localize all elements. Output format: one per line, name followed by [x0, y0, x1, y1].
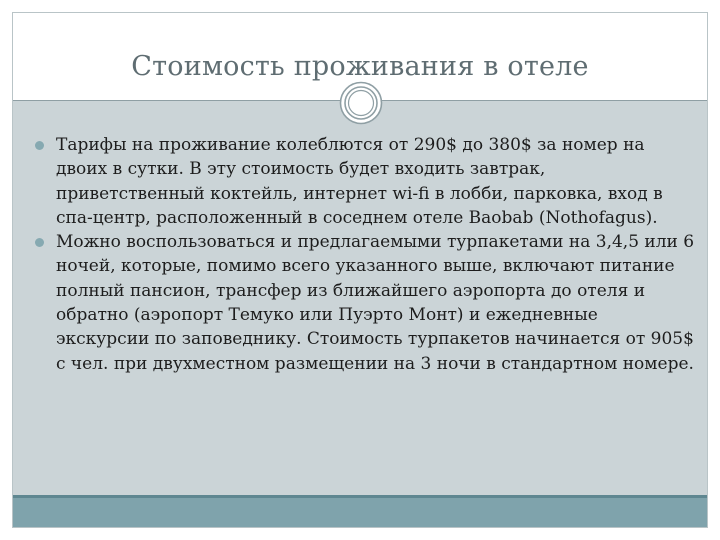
bullet-text: Можно воспользоваться и предлагаемыми турпакетами на 3,4,5 или 6 ночей, которые, помимо всего указанного выше, включают питание полный пансион, трансфер из ближайшего аэропорта до отеля и обратно (аэропорт Темуко или Пуэрто Монт) и ежедневные экскурсии по заповеднику. Стоимость турпакетов начинается от 905$ с чел. при двухместном размещении на 3 ночи в стандартном номере.	[56, 232, 695, 374]
bullet-dot-icon	[35, 141, 44, 150]
bullet-item	[35, 230, 695, 376]
content-area	[13, 100, 707, 497]
bullet-text: Тарифы на проживание колеблются от 290$ до 380$ за номер на двоих в сутки. В эту стоимость будет входить завтрак, приветственный коктейль, интернет wi-fi в лобби, парковка, вход в спа-центр, расположенный в соседнем отеле Baobab (Nothofagus).	[56, 135, 663, 228]
circle-ornament-icon	[339, 81, 383, 125]
bullet-item	[35, 133, 695, 230]
bullet-list	[35, 133, 695, 376]
bullet-dot-icon	[35, 238, 44, 247]
slide	[12, 12, 708, 528]
footer-bar	[13, 495, 707, 527]
slide-title: Стоимость проживания в отеле	[131, 51, 589, 82]
